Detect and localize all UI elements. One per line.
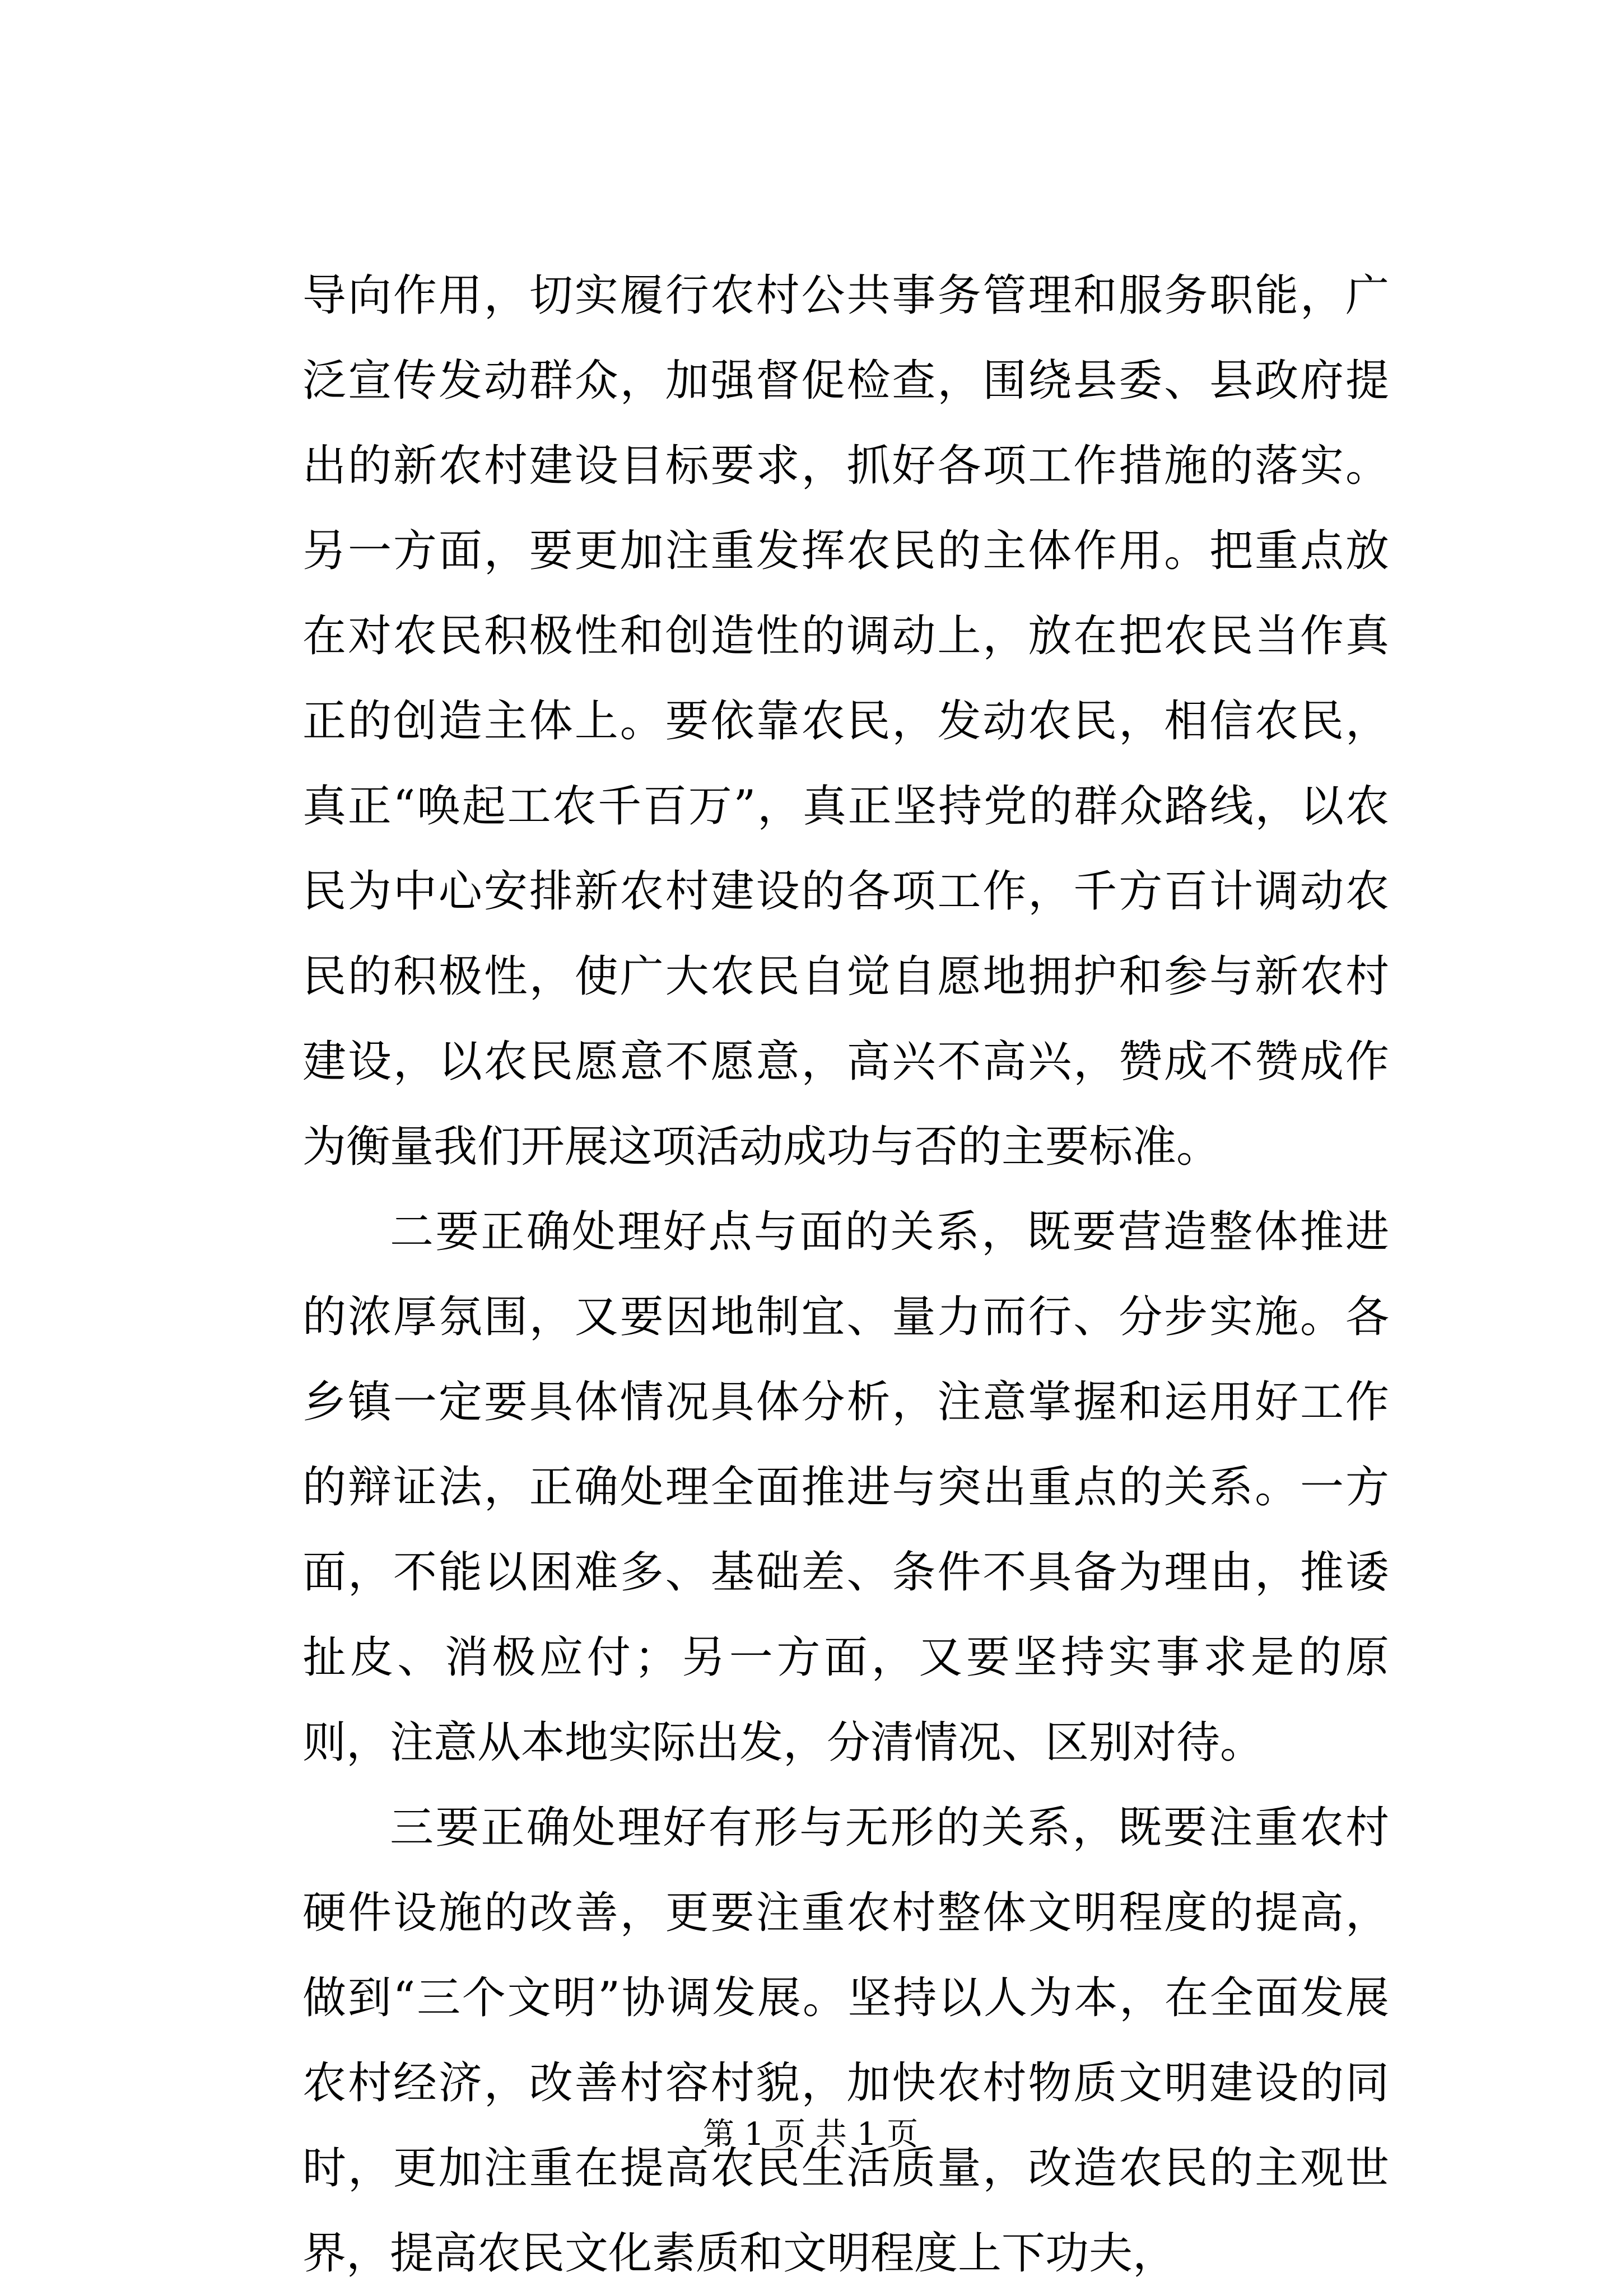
document-body <box>302 253 1389 2296</box>
paragraph-2: 二要正确处理好点与面的关系，既要营造整体推进的浓厚氛围，又要因地制宜、量力而行、分步实施。各乡镇一定要具体情况具体分析，注意掌握和运用好工作的辩证法，正确处理全面推进与突出重点的关系。一方面，不能以困难多、基础差、条件不具备为理由，推诿扯皮、消极应付；另一方面，又要坚持实事求是的原则，注意从本地实际出发，分清情况、区别对待。 <box>302 1207 1389 1768</box>
page-footer: 第 1 页 共 1 页 <box>702 2116 919 2153</box>
paragraph-1: 导向作用，切实履行农村公共事务管理和服务职能，广泛宣传发动群众，加强督促检查，围绕县委、县政府提出的新农村建设目标要求，抓好各项工作措施的落实。另一方面，要更加注重发挥农民的主体作用。把重点放在对农民积极性和创造性的调动上，放在把农民当作真正的创造主体上。要依靠农民，发动农民，相信农民，真正“唤起工农千百万”，真正坚持党的群众路线，以农民为中心安排新农村建设的各项工作，千方百计调动农民的积极性，使广大农民自觉自愿地拥护和参与新农村建设，以农民愿意不愿意，高兴不高兴，赞成不赞成作为衡量我们开展这项活动成功与否的主要标准。 <box>302 270 1389 1172</box>
paragraph-3: 三要正确处理好有形与无形的关系，既要注重农村硬件设施的改善，更要注重农村整体文明程度的提高，做到“三个文明”协调发展。坚持以人为本，在全面发展农村经济，改善村容村貌，加快农村物质文明建设的同时，更加注重在提高农民生活质量，改造农民的主观世界，提高农民文化素质和文明程度上下功夫， <box>302 1803 1389 2279</box>
